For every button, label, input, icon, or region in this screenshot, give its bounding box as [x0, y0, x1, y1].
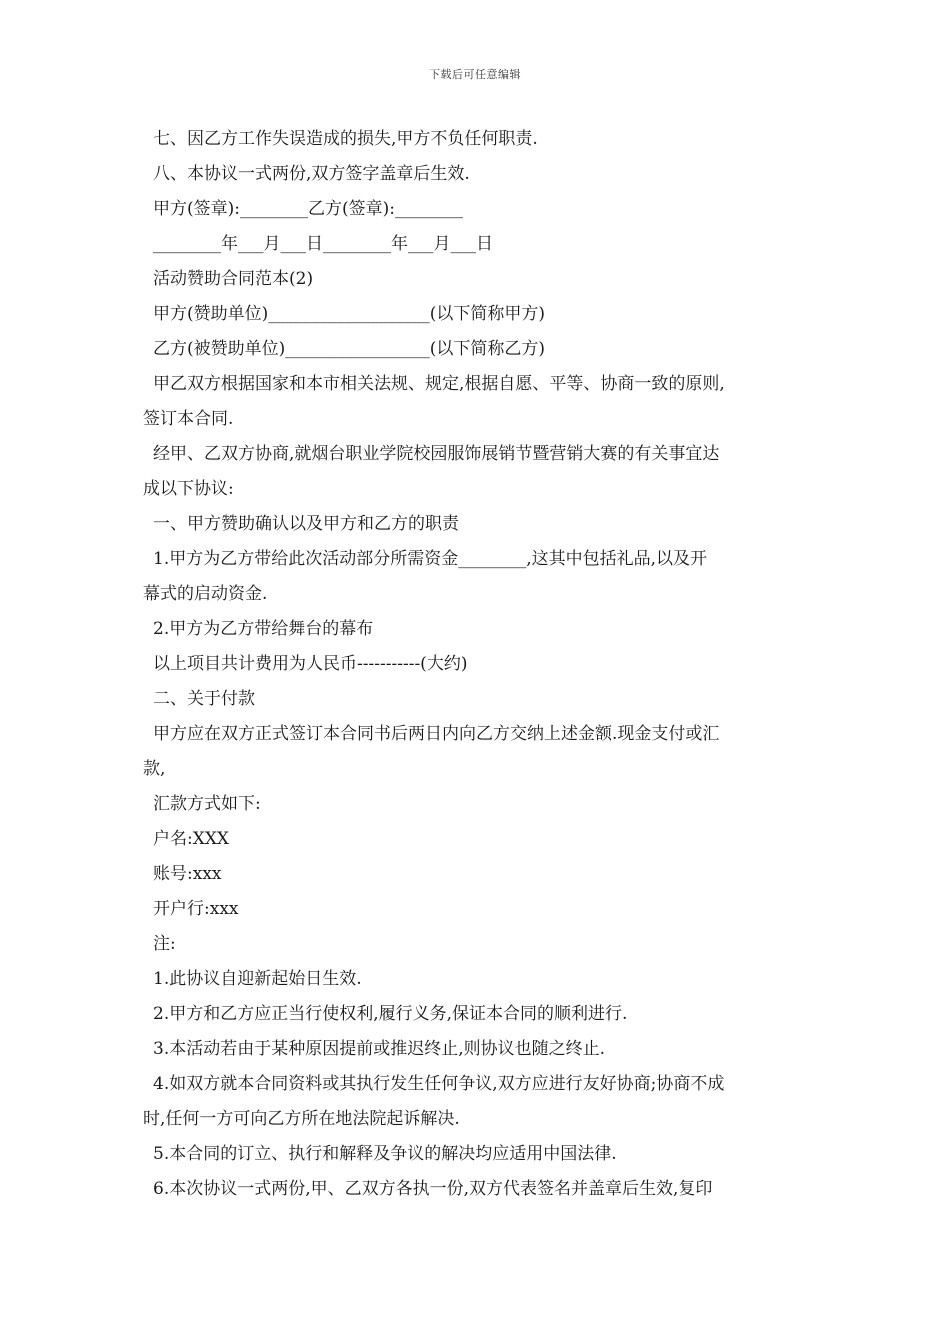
paragraph-line: 签订本合同. [143, 409, 234, 429]
paragraph-line: 3.本活动若由于某种原因提前或推迟终止,则协议也随之终止. [153, 1039, 606, 1059]
paragraph-line: 七、因乙方工作失误造成的损失,甲方不负任何职责. [153, 129, 538, 149]
paragraph-line: 2.甲方为乙方带给舞台的幕布 [153, 619, 374, 639]
paragraph-line: 2.甲方和乙方应正当行使权利,履行义务,保证本合同的顺利进行. [153, 1004, 628, 1024]
paragraph-line: 甲乙双方根据国家和本市相关法规、规定,根据自愿、平等、协商一致的原则, [153, 374, 725, 394]
paragraph-line: 甲方应在双方正式签订本合同书后两日内向乙方交纳上述金额.现金支付或汇 [153, 724, 720, 744]
paragraph-line: 甲方(赞助单位)___________________(以下简称甲方) [153, 304, 546, 324]
paragraph-line: 开户行:xxx [153, 899, 239, 919]
paragraph-line: 1.甲方为乙方带给此次活动部分所需资金________,这其中包括礼品,以及开 [153, 549, 708, 569]
paragraph-line: 经甲、乙双方协商,就烟台职业学院校园服饰展销节暨营销大赛的有关事宜达 [153, 444, 720, 464]
paragraph-line: 幕式的启动资金. [143, 584, 268, 604]
paragraph-line: 账号:xxx [153, 864, 222, 884]
paragraph-line: 款, [143, 759, 166, 779]
paragraph-line: 户名:XXX [153, 829, 230, 849]
paragraph-line: 乙方(被赞助单位)_________________(以下简称乙方) [153, 339, 546, 359]
paragraph-line: ________年___月___日________年___月___日 [153, 234, 493, 254]
paragraph-line: 二、关于付款 [153, 689, 255, 709]
paragraph-line: 甲方(签章):________乙方(签章):________ [153, 199, 463, 219]
paragraph-line: 4.如双方就本合同资料或其执行发生任何争议,双方应进行友好协商;协商不成 [153, 1074, 725, 1094]
paragraph-line: 成以下协议: [143, 479, 234, 499]
paragraph-line: 一、甲方赞助确认以及甲方和乙方的职责 [153, 514, 459, 534]
paragraph-line: 汇款方式如下: [153, 794, 261, 814]
paragraph-line: 6.本次协议一式两份,甲、乙双方各执一份,双方代表签名并盖章后生效,复印 [153, 1179, 713, 1199]
paragraph-line: 5.本合同的订立、执行和解释及争议的解决均应适用中国法律. [153, 1144, 617, 1164]
paragraph-line: 1.此协议自迎新起始日生效. [153, 969, 362, 989]
page-header-note: 下载后可任意编辑 [429, 68, 521, 81]
paragraph-line: 以上项目共计费用为人民币-----------(大约) [153, 654, 468, 674]
paragraph-line: 注: [153, 934, 176, 954]
paragraph-line: 活动赞助合同范本(2) [153, 269, 314, 289]
paragraph-line: 时,任何一方可向乙方所在地法院起诉解决. [143, 1109, 460, 1129]
paragraph-line: 八、本协议一式两份,双方签字盖章后生效. [153, 164, 470, 184]
document-body [143, 122, 813, 1207]
